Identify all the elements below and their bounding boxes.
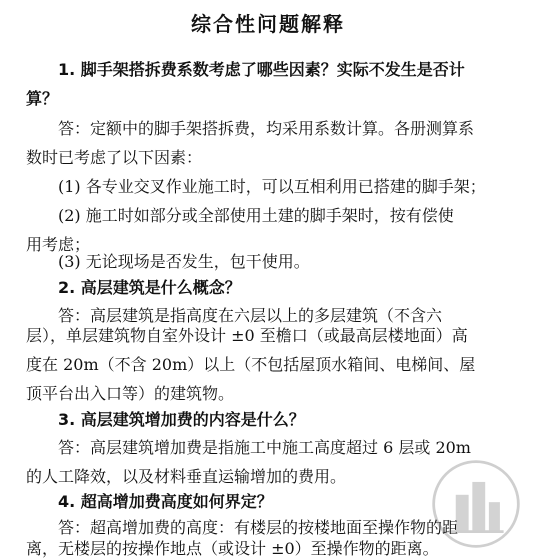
answer-line: 答：定额中的脚手架搭拆费，均采用系数计算。各册测算系 xyxy=(58,119,475,138)
answer-line: 层），单层建筑物自室外设计 ±0 至檐口（或最高层楼地面）高 xyxy=(26,326,468,345)
building-logo-icon xyxy=(430,458,522,550)
answer-line: 用考虑； xyxy=(26,235,91,254)
question-line: 4. 超高增加费高度如何界定？ xyxy=(58,492,273,511)
answer-line: 离，无楼层的按操作地点（或设计 ±0）至操作物的距离。 xyxy=(26,539,439,558)
question-line: 3. 高层建筑增加费的内容是什么？ xyxy=(58,410,305,429)
answer-line: 的人工降效，以及材料垂直运输增加的费用。 xyxy=(26,467,347,486)
answer-line: 答：超高增加费的高度：有楼层的按楼地面至操作物的距 xyxy=(58,518,459,537)
answer-line: (2) 施工时如部分或全部使用土建的脚手架时，按有偿使 xyxy=(58,206,454,225)
question-line: 1. 脚手架搭拆费系数考虑了哪些因素？实际不发生是否计 xyxy=(58,60,465,79)
answer-line: (1) 各专业交叉作业施工时，可以互相利用已搭建的脚手架； xyxy=(58,177,486,196)
answer-line: 答：高层建筑是指高度在六层以上的多层建筑（不含六 xyxy=(58,306,443,325)
answer-line: (3) 无论现场是否发生，包干使用。 xyxy=(58,252,310,271)
answer-line: 数时已考虑了以下因素： xyxy=(26,148,203,167)
question-line: 2. 高层建筑是什么概念？ xyxy=(58,278,241,297)
answer-line: 度在 20m（不含 20m）以上（不包括屋顶水箱间、电梯间、屋 xyxy=(26,355,476,374)
answer-line: 顶平台出入口等）的建筑物。 xyxy=(26,384,235,403)
question-line: 算？ xyxy=(26,89,59,108)
answer-line: 答：高层建筑增加费是指施工中施工高度超过 6 层或 20m xyxy=(58,438,471,457)
page-title: 综合性问题解释 xyxy=(191,12,345,36)
